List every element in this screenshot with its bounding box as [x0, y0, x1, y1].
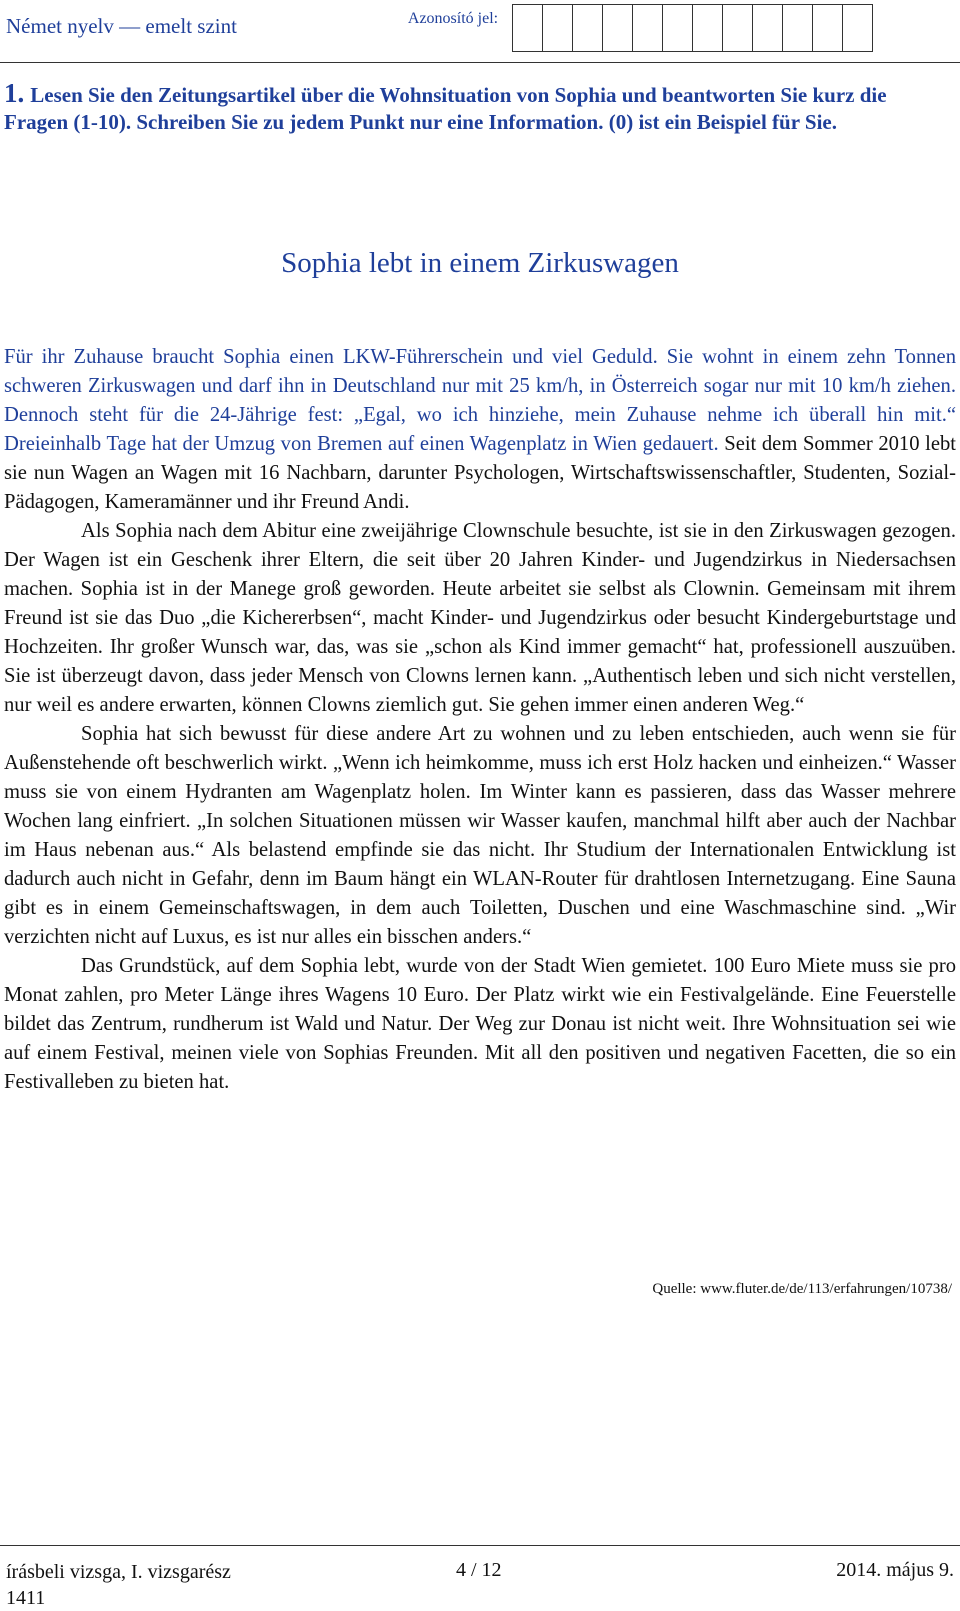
page-header — [0, 0, 960, 62]
page-number: 4 / 12 — [456, 1559, 502, 1581]
article-title: Sophia lebt in einem Zirkuswagen — [281, 247, 679, 279]
source-citation: Quelle: www.fluter.de/de/113/erfahrungen/10738/ — [652, 1281, 952, 1297]
header-rule — [0, 62, 960, 63]
id-input-box[interactable] — [512, 4, 543, 52]
article-paragraph-1-rest: Seit dem Sommer 2010 lebt sie nun Wagen an Wagen mit 16 Nachbarn, darunter Psychologen, Wirtschaftswissenschaftler, Studenten, Sozial-Pädagogen, Kameramänner und ihr Freund Andi. — [4, 433, 957, 513]
article-paragraph-4: Das Grundstück, auf dem Sophia lebt, wurde von der Stadt Wien gemietet. 100 Euro Miete muss sie pro Monat zahlen, pro Meter Länge ihres Wagens 10 Euro. Der Platz wirkt wie ein Festivalgelände. Eine Feuerstelle bildet das Zentrum, rundherum ist Wald und Natur. Der Weg zur Donau ist nicht weit. Ihre Wohnsituation sei wie auf einem Festival, meinen viele von Sophias Freunden. Mit all den positiven und negativen Facetten, die so ein Festivalleben zu bieten hat. — [4, 955, 956, 1093]
id-label: Azonosító jel: — [407, 10, 499, 27]
article-paragraph-1-highlight: Für ihr Zuhause braucht Sophia einen LKW-Führerschein und viel Geduld. Sie wohnt in einem zehn Tonnen schweren Zirkuswagen und darf ihn in Deutschland nur mit 25 km/h, in Österreich sogar nur mit 10 km/h ziehen. Dennoch steht für die 24-Jährige fest: „Egal, wo ich hinziehe, mein Zuhause nehme ich überall hin mit.“ Dreieinhalb Tage hat der Umzug von Bremen auf einen Wagenplatz in Wien gedauert. — [4, 346, 956, 455]
article-paragraph-1 — [4, 343, 956, 517]
exam-date: 2014. május 9. — [836, 1559, 954, 1581]
id-input-box[interactable] — [782, 4, 813, 52]
id-input-box[interactable] — [542, 4, 573, 52]
footer-exam-info — [6, 1559, 231, 1611]
id-input-box[interactable] — [842, 4, 873, 52]
id-input-box[interactable] — [602, 4, 633, 52]
id-boxes — [512, 4, 872, 52]
article-paragraph-3: Sophia hat sich bewusst für diese andere Art zu wohnen und zu leben entschieden, auch wenn sie für Außenstehende oft beschwerlich wirkt. „Wenn ich heimkomme, muss ich erst Holz hacken und einheizen.“ Wasser muss sie von einem Hydranten am Wagenplatz holen. Im Winter kann es passieren, dass das Wasser mehrere Wochen lang einfriert. „In solchen Situationen müssen wir Wasser kaufen, manchmal hilft aber auch der Nachbar im Haus nebenan aus.“ Als belastend empfinde sie das nicht. Ihr Studium der Internationalen Entwicklung ist dadurch auch nicht in Gefahr, denn im Baum hängt ein WLAN-Router für drahtlosen Internetzugang. Eine Sauna gibt es in einem Gemeinschaftswagen, in dem auch Toiletten, Duschen und eine Waschmaschine sind. „Wir verzichten nicht auf Luxus, es ist nur alles ein bisschen anders.“ — [4, 723, 956, 948]
task-number: 1. — [4, 78, 25, 108]
footer-exam-part: írásbeli vizsga, I. vizsgarész — [6, 1561, 231, 1583]
article-paragraph-2: Als Sophia nach dem Abitur eine zweijährige Clownschule besuchte, ist sie in den Zirkuswagen gezogen. Der Wagen ist ein Geschenk ihrer Eltern, die seit über 20 Jahren Kinder- und Jugendzirkus in Niedersachsen machen. Sophia ist in der Manege groß geworden. Heute arbeitet sie selbst als Clownin. Gemeinsam mit ihrem Freund ist sie das Duo „die Kichererbsen“, macht Kinder- und Jugendzirkus oder besucht Kindergeburtstage und Hochzeiten. Ihr großer Wunsch war, das, was sie „schon als Kind immer gemacht“ hat, professionell auszuüben. Sie ist überzeugt davon, dass jeder Mensch von Clowns lernen kann. „Authentisch leben und sich nicht verstellen, nur weil es andere erwarten, können Clowns ziemlich gut. Sie gehen immer einen anderen Weg.“ — [4, 520, 956, 716]
id-input-box[interactable] — [572, 4, 603, 52]
task-instruction — [4, 80, 954, 136]
id-input-box[interactable] — [752, 4, 783, 52]
article-body — [4, 343, 956, 1097]
id-input-box[interactable] — [722, 4, 753, 52]
task-text: Lesen Sie den Zeitungsartikel über die Wohnsituation von Sophia und beantworten Sie kurz die Fragen (1-10). Schreiben Sie zu jedem Punkt nur eine Information. (0) ist ein Beispiel für Sie. — [4, 83, 887, 134]
id-input-box[interactable] — [662, 4, 693, 52]
id-input-box[interactable] — [812, 4, 843, 52]
header-title: Német nyelv — emelt szint — [6, 14, 237, 38]
id-input-box[interactable] — [692, 4, 723, 52]
footer-exam-code: 1411 — [6, 1587, 46, 1609]
id-input-box[interactable] — [632, 4, 663, 52]
footer-rule — [0, 1545, 960, 1546]
